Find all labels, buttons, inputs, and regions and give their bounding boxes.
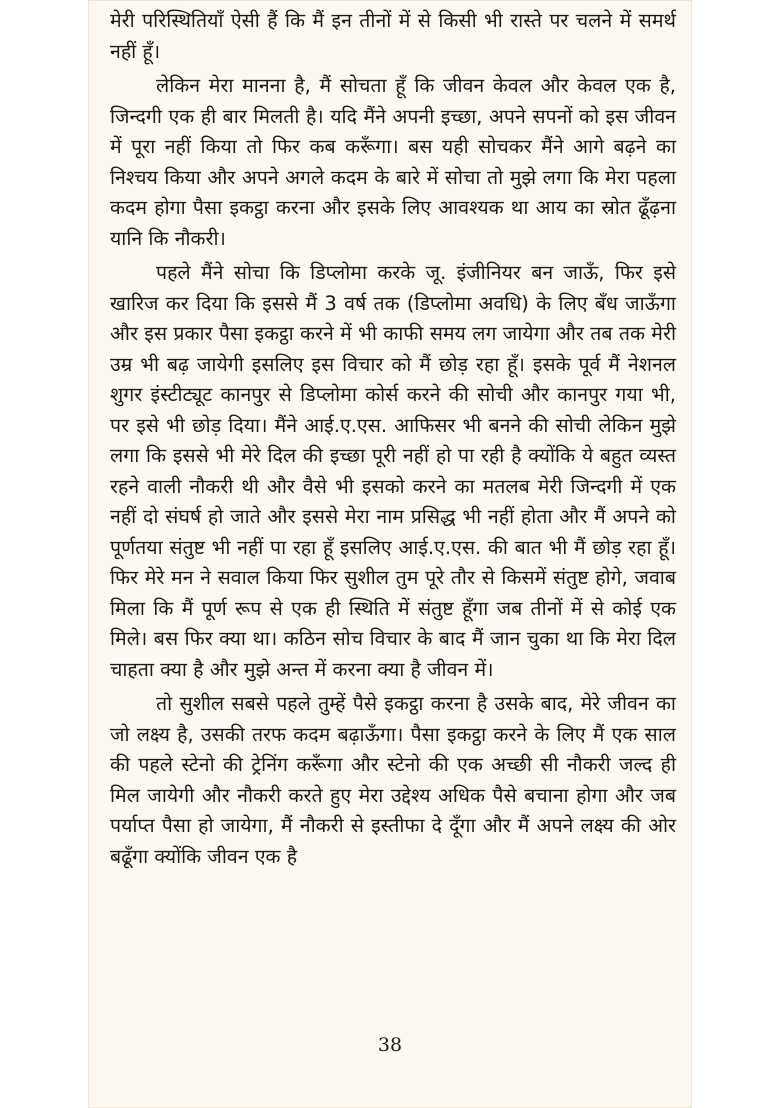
body-text [110,6,676,876]
paragraph-3: पहले मैंने सोचा कि डिप्लोमा करके जू. इंजीनियर बन जाऊँ, फिर इसे खारिज कर दिया कि इससे मैं 3 वर्ष तक (डिप्लोमा अवधि) के लिए बँध जाऊँगा और इस प्रकार पैसा इकट्ठा करने में भी काफी समय लग जायेगा और तब तक मेरी उम्र भी बढ़ जायेगी इसलिए इस विचार को मैं छोड़ रहा हूँ। इसके पूर्व मैं नेशनल शुगर इंस्टीट्यूट कानपुर से डिप्लोमा कोर्स करने की सोची और कानपुर गया भी, पर इसे भी छोड़ दिया। मैंने आई.ए.एस. आफिसर भी बनने की सोची लेकिन मुझे लगा कि इससे भी मेरे दिल की इच्छा पूरी नहीं हो पा रही है क्योंकि ये बहुत व्यस्त रहने वाली नौकरी थी और वैसे भी इसको करने का मतलब मेरी जिन्दगी में एक नहीं दो संघर्ष हो जाते और इससे मेरा नाम प्रसिद्ध भी नहीं होता और मैं अपने को पूर्णतया संतुष्ट भी नहीं पा रहा हूँ इसलिए आई.ए.एस. की बात भी मैं छोड़ रहा हूँ। फिर मेरे मन ने सवाल किया फिर सुशील तुम पूरे तौर से किसमें संतुष्ट होगे, जवाब मिला कि मैं पूर्ण रूप से एक ही स्थिति में संतुष्ट हूँगा जब तीनों में से कोई एक मिले। बस फिर क्या था। कठिन सोच विचार के बाद मैं जान चुका था कि मेरा दिल चाहता क्या है और मुझे अन्त में करना क्या है जीवन में। [110,261,676,681]
paragraph-1: मेरी परिस्थितियाँ ऐसी हैं कि मैं इन तीनों में से किसी भी रास्ते पर चलने में समर्थ नहीं हूँ। [110,9,676,63]
paragraph-2: लेकिन मेरा मानना है, मैं सोचता हूँ कि जीवन केवल और केवल एक है, जिन्दगी एक ही बार मिलती है। यदि मैंने अपनी इच्छा, अपने सपनों को इस जीवन में पूरा नहीं किया तो फिर कब करूँगा। बस यही सोचकर मैंने आगे बढ़ने का निश्चय किया और अपने अगले कदम के बारे में सोचा तो मुझे लगा कि मेरा पहला कदम होगा पैसा इकट्ठा करना और इसके लिए आवश्यक था आय का स्रोत ढूँढ़ना यानि कि नौकरी। [110,74,676,250]
page-number: 38 [377,1034,403,1056]
book-page [88,0,692,1108]
paragraph-4: तो सुशील सबसे पहले तुम्हें पैसे इकट्ठा करना है उसके बाद, मेरे जीवन का जो लक्ष्य है, उसकी तरफ कदम बढ़ाऊँगा। पैसा इकट्ठा करने के लिए मैं एक साल की पहले स्टेनो की ट्रेनिंग करूँगा और स्टेनो की एक अच्छी सी नौकरी जल्द ही मिल जायेगी और नौकरी करते हुए मेरा उद्देश्य अधिक पैसे बचाना होगा और जब पर्याप्त पैसा हो जायेगा, मैं नौकरी से इस्तीफा दे दूँगा और मैं अपने लक्ष्य की ओर बढूँगा क्योंकि जीवन एक है [110,692,676,868]
